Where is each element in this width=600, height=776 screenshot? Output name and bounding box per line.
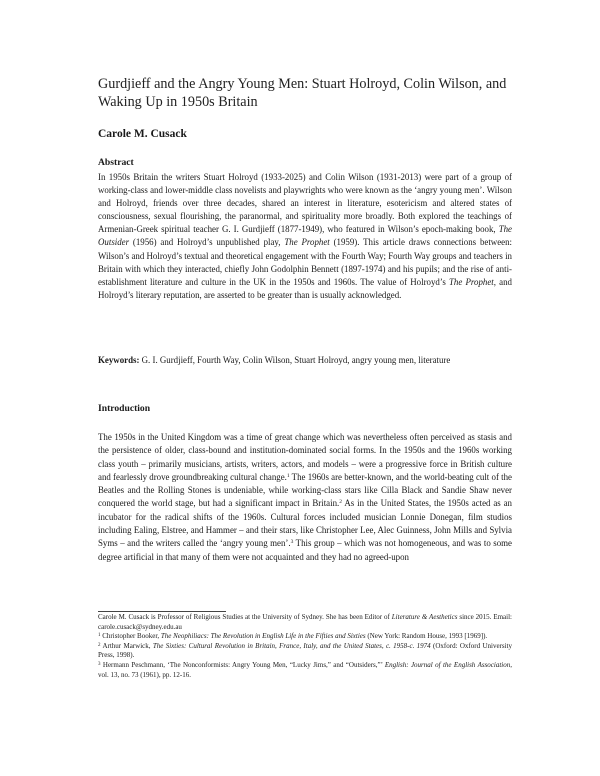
- author-note: Carole M. Cusack is Professor of Religious Studies at the University of Sydney. She has been Editor of Literature & Aesthetics since 2015. Email: carole.cusack@sydney.edu.au: [98, 613, 512, 631]
- footnote-ref-2[interactable]: 2: [339, 499, 342, 506]
- abstract-text: In 1950s Britain the writers Stuart Holroyd (1933-2025) and Colin Wilson (1931-2013) were part of a group of working-class and lower-middle class novelists and playwrights who were known as the ‘angry young men’. Wilson and Holroyd, friends over three decades, shared an interest in literature, esotericism and altered states of consciousness, sexual flourishing, the paranormal, and spirituality more broadly. Both explored the teachings of Armenian-Greek spiritual teacher G. I. Gurdjieff (1877-1949), who featured in Wilson’s epoch-making book, The Outsider (1956) and Holroyd’s unpublished play, The Prophet (1959). This article draws connections between: Wilson’s and Holroyd’s textual and theoretical engagement with the Fourth Way; Fourth Way groups and teachers in Britain with which they interacted, chiefly John Godolphin Bennett (1897-1974) and his pupils; and the rise of anti-establishment literature and culture in the UK in the 1950s and 1960s. The value of Holroyd’s The Prophet, and Holroyd’s literary reputation, are asserted to be greater than is usually acknowledged.: [98, 172, 512, 300]
- introduction-heading: Introduction: [98, 403, 151, 414]
- abstract-heading: Abstract: [98, 157, 134, 168]
- footnote-ref-1[interactable]: 1: [286, 472, 290, 479]
- footnote-1: $^1$ Christopher Booker, The Neophiliacs: The Revolution in English Life in the Fifties and Sixties (New York: Random House, 1993 [1969]).: [98, 632, 488, 641]
- footnote-ref-3[interactable]: 3: [290, 539, 294, 546]
- footnote-divider: [98, 611, 226, 612]
- keywords-label: Keywords:: [98, 355, 140, 365]
- book-title-the-outsider: The Outsider: [98, 224, 512, 248]
- paragraph: The 1950s in the United Kingdom was a time of great change which was nevertheless often perceived as stasis and the persistence of older, class-bound and institution-dominated social forms. In the 1950s and the 1960s working class youth – primarily musicians, artists, writers, actors, and models – were a progressive force in British culture and fearlessly drove groundbreaking cultural change.$^1$ The 1960s are better-known, and the world-beating cult of the Beatles and the Rolling Stones is undeniable, while working-class stars like Cilla Black and Sandie Shaw never conquered the world stage, but had a significant impact in Britain.$^2$ As in the United States, the 1950s acted as an incubator for the radical shifts of the 1960s. Cultural forces included musician Lonnie Donegan, film studios including Ealing, Elstree, and Hammer – and their stars, like Christopher Lee, Alec Guinness, John Mills and Sylvia Syms – and the writers called the ‘angry young men’.$^3$ This group – which was not homogeneous, and was to some degree artificial in that many of them were not acquainted and they had no agreed-upon: [98, 432, 512, 562]
- keywords: [98, 354, 512, 367]
- footnotes: [98, 613, 512, 680]
- keywords-list: G. I. Gurdjieff, Fourth Way, Colin Wilson, Stuart Holroyd, angry young men, literature: [139, 355, 451, 365]
- footnote-3: $^3$ Hermann Peschmann, ‘The Nonconformists: Angry Young Men, “Lucky Jims,” and “Outsiders,”’ English: Journal of the English Association, vol. 13, no. 73 (1961), pp. 12-16.: [98, 660, 512, 679]
- play-title-the-prophet: The Prophet: [284, 237, 330, 248]
- author-name: Carole M. Cusack: [98, 128, 187, 140]
- article-title: Gurdjieff and the Angry Young Men: Stuart Holroyd, Colin Wilson, and Waking Up in 1950s Britain: [98, 76, 507, 110]
- play-title-the-prophet: The Prophet: [448, 276, 494, 287]
- introduction-body: [98, 431, 512, 564]
- footnote-2: $^2$ Arthur Marwick, The Sixties: Cultural Revolution in Britain, France, Italy, and the United States, c. 1958-c. 1974 (Oxford: Oxford University Press, 1998).: [98, 641, 512, 660]
